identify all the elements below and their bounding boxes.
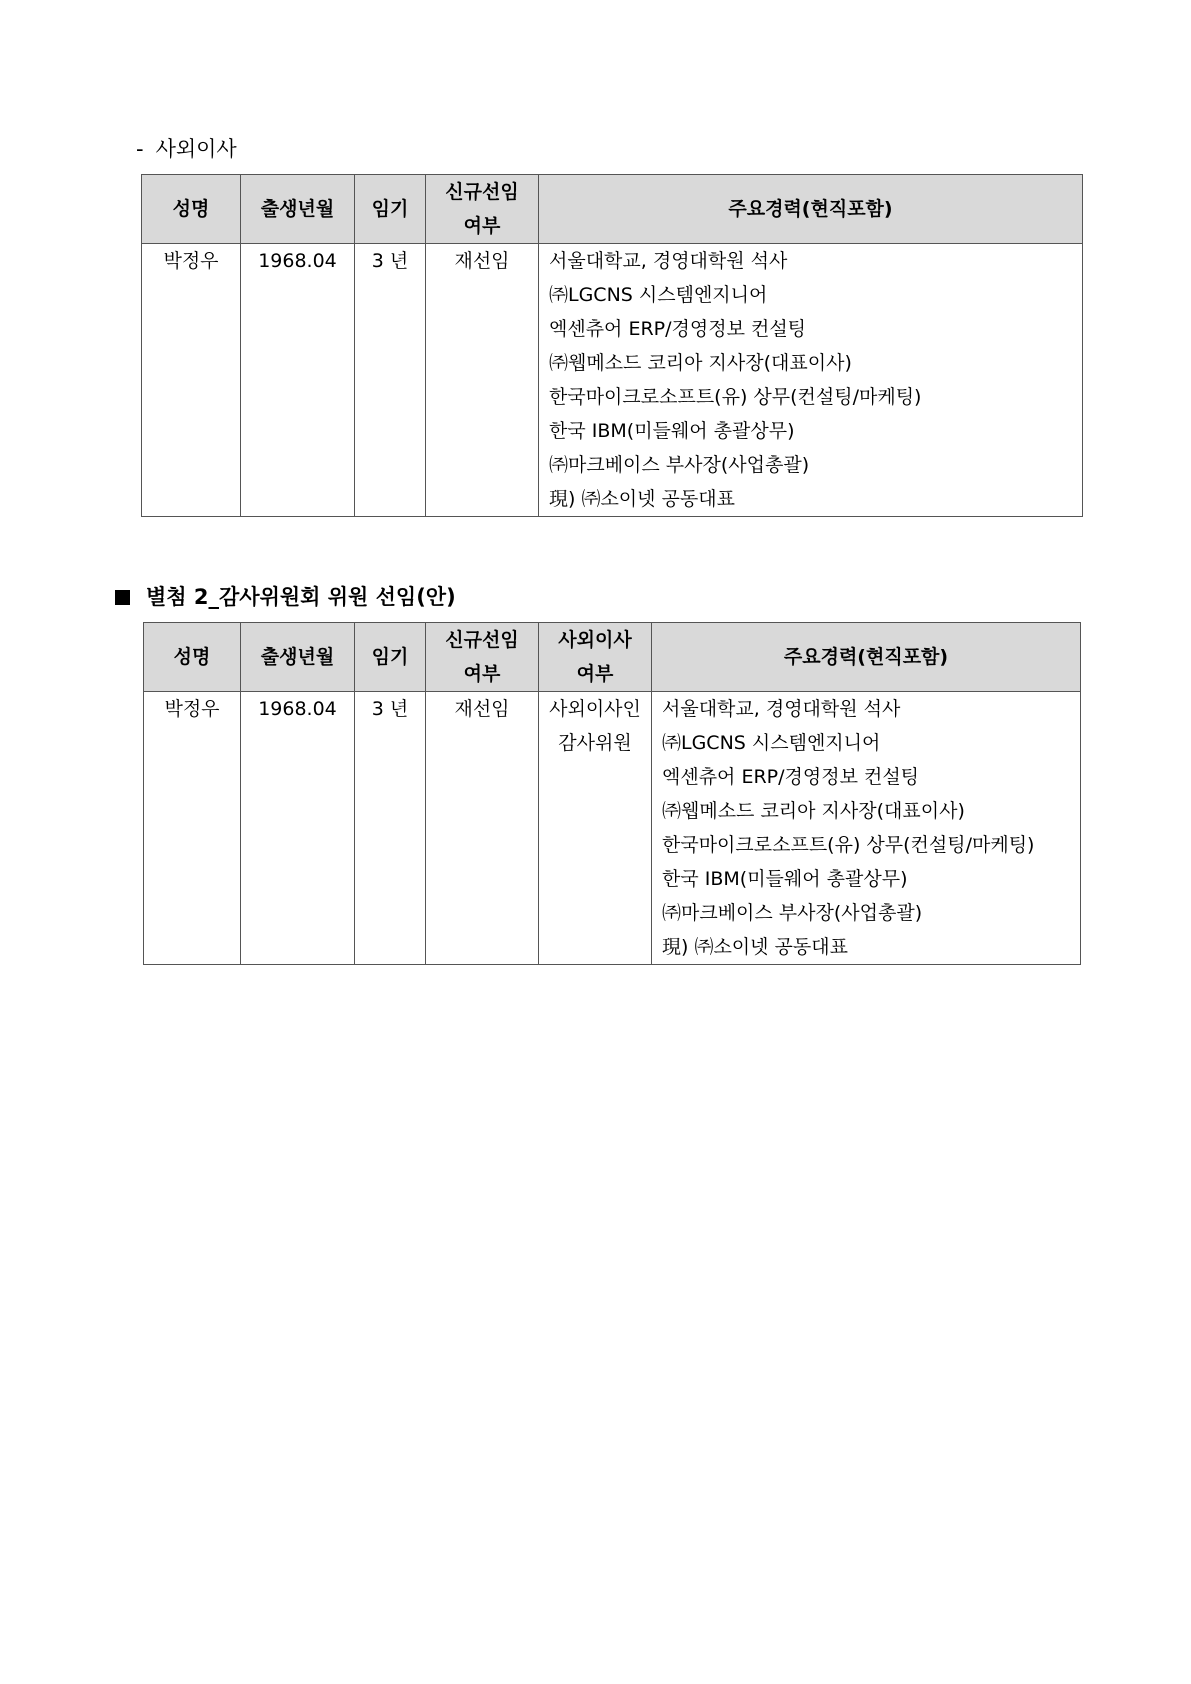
career-line: 엑센츄어 ERP/경영정보 컨설팅: [549, 318, 807, 340]
header-new-appointment-line1: 신규선임: [445, 629, 519, 651]
header-term: 임기: [355, 175, 426, 244]
career-line: 한국 IBM(미들웨어 총괄상무): [549, 420, 795, 442]
table-row: [144, 692, 1081, 965]
attachment2-heading-text: 별첨 2_감사위원회 위원 선임(안): [146, 585, 456, 609]
header-name: 성명: [142, 175, 241, 244]
cell-birth: 1968.04: [241, 244, 355, 517]
cell-term: 3 년: [355, 244, 426, 517]
cell-career: [539, 244, 1083, 517]
career-line: 서울대학교, 경영대학원 석사: [662, 698, 901, 720]
header-outside-director: [539, 623, 652, 692]
career-line: 現) ㈜소이넷 공동대표: [662, 936, 848, 958]
outside-director-line1: 사외이사인: [549, 698, 641, 720]
header-new-appointment: [426, 623, 539, 692]
outside-director-table: [141, 174, 1083, 517]
table-row: [142, 244, 1083, 517]
career-line: 엑센츄어 ERP/경영정보 컨설팅: [662, 766, 920, 788]
cell-outside-director: [539, 692, 652, 965]
cell-name: 박정우: [144, 692, 241, 965]
cell-term: 3 년: [355, 692, 426, 965]
career-line: ㈜마크베이스 부사장(사업총괄): [662, 902, 923, 924]
audit-committee-table: [143, 622, 1081, 965]
cell-new-appointment: 재선임: [426, 692, 539, 965]
career-line: 한국마이크로소프트(유) 상무(컨설팅/마케팅): [662, 834, 1035, 856]
header-outside-director-line2: 여부: [576, 663, 614, 685]
header-birth: 출생년월: [241, 175, 355, 244]
header-outside-director-line1: 사외이사: [558, 629, 632, 651]
outside-director-heading-text: 사외이사: [155, 137, 237, 161]
header-career: 주요경력(현직포함): [652, 623, 1081, 692]
attachment2-heading: [115, 582, 456, 612]
career-line: ㈜마크베이스 부사장(사업총괄): [549, 454, 810, 476]
career-line: ㈜LGCNS 시스템엔지니어: [549, 284, 768, 306]
career-line: ㈜웹메소드 코리아 지사장(대표이사): [549, 352, 852, 374]
header-name: 성명: [144, 623, 241, 692]
outside-director-line2: 감사위원: [558, 732, 632, 754]
heading-dash: -: [136, 137, 144, 161]
header-birth: 출생년월: [241, 623, 355, 692]
career-line: 現) ㈜소이넷 공동대표: [549, 488, 735, 510]
career-line: 한국마이크로소프트(유) 상무(컨설팅/마케팅): [549, 386, 922, 408]
cell-name: 박정우: [142, 244, 241, 517]
cell-career: [652, 692, 1081, 965]
header-career: 주요경력(현직포함): [539, 175, 1083, 244]
header-new-appointment-line2: 여부: [463, 663, 501, 685]
career-line: ㈜웹메소드 코리아 지사장(대표이사): [662, 800, 965, 822]
table-header-row: [144, 623, 1081, 692]
career-line: 서울대학교, 경영대학원 석사: [549, 250, 788, 272]
square-bullet-icon: [115, 590, 130, 605]
table-header-row: [142, 175, 1083, 244]
header-new-appointment: [426, 175, 539, 244]
header-term: 임기: [355, 623, 426, 692]
cell-birth: 1968.04: [241, 692, 355, 965]
career-line: 한국 IBM(미들웨어 총괄상무): [662, 868, 908, 890]
outside-director-heading: [136, 134, 237, 164]
cell-new-appointment: 재선임: [426, 244, 539, 517]
header-new-appointment-line1: 신규선임: [445, 181, 519, 203]
header-new-appointment-line2: 여부: [463, 215, 501, 237]
career-line: ㈜LGCNS 시스템엔지니어: [662, 732, 881, 754]
